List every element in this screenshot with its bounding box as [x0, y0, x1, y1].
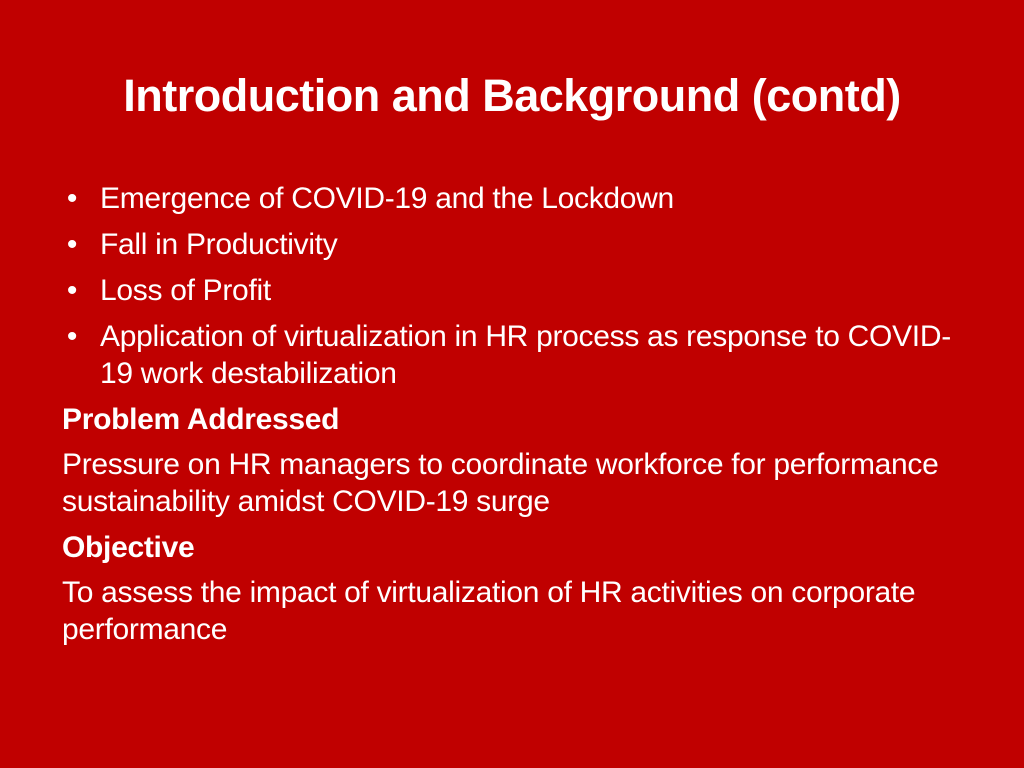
list-item-text: Loss of Profit	[100, 274, 271, 307]
problem-heading: Problem Addressed	[62, 403, 340, 436]
list-item	[62, 226, 962, 263]
slide-title: Introduction and Background (contd)	[123, 70, 901, 121]
objective-heading: Objective	[62, 531, 195, 564]
bullet-list	[62, 180, 962, 392]
list-item	[62, 272, 962, 309]
slide-body	[62, 180, 962, 657]
bullet-icon: •	[66, 274, 78, 307]
list-item	[62, 318, 962, 392]
bullet-icon: •	[66, 320, 78, 353]
list-item	[62, 180, 962, 217]
bullet-icon: •	[66, 182, 78, 215]
list-item-text: Fall in Productivity	[100, 228, 338, 261]
list-item-text: Application of virtualization in HR process as response to COVID-19 work destabilization	[100, 320, 951, 390]
bullet-icon: •	[66, 228, 78, 261]
list-item-text: Emergence of COVID-19 and the Lockdown	[100, 182, 674, 215]
objective-text: To assess the impact of virtualization of HR activities on corporate performance	[62, 576, 916, 646]
problem-text: Pressure on HR managers to coordinate workforce for performance sustainability amidst COVID-19 surge	[62, 448, 939, 518]
